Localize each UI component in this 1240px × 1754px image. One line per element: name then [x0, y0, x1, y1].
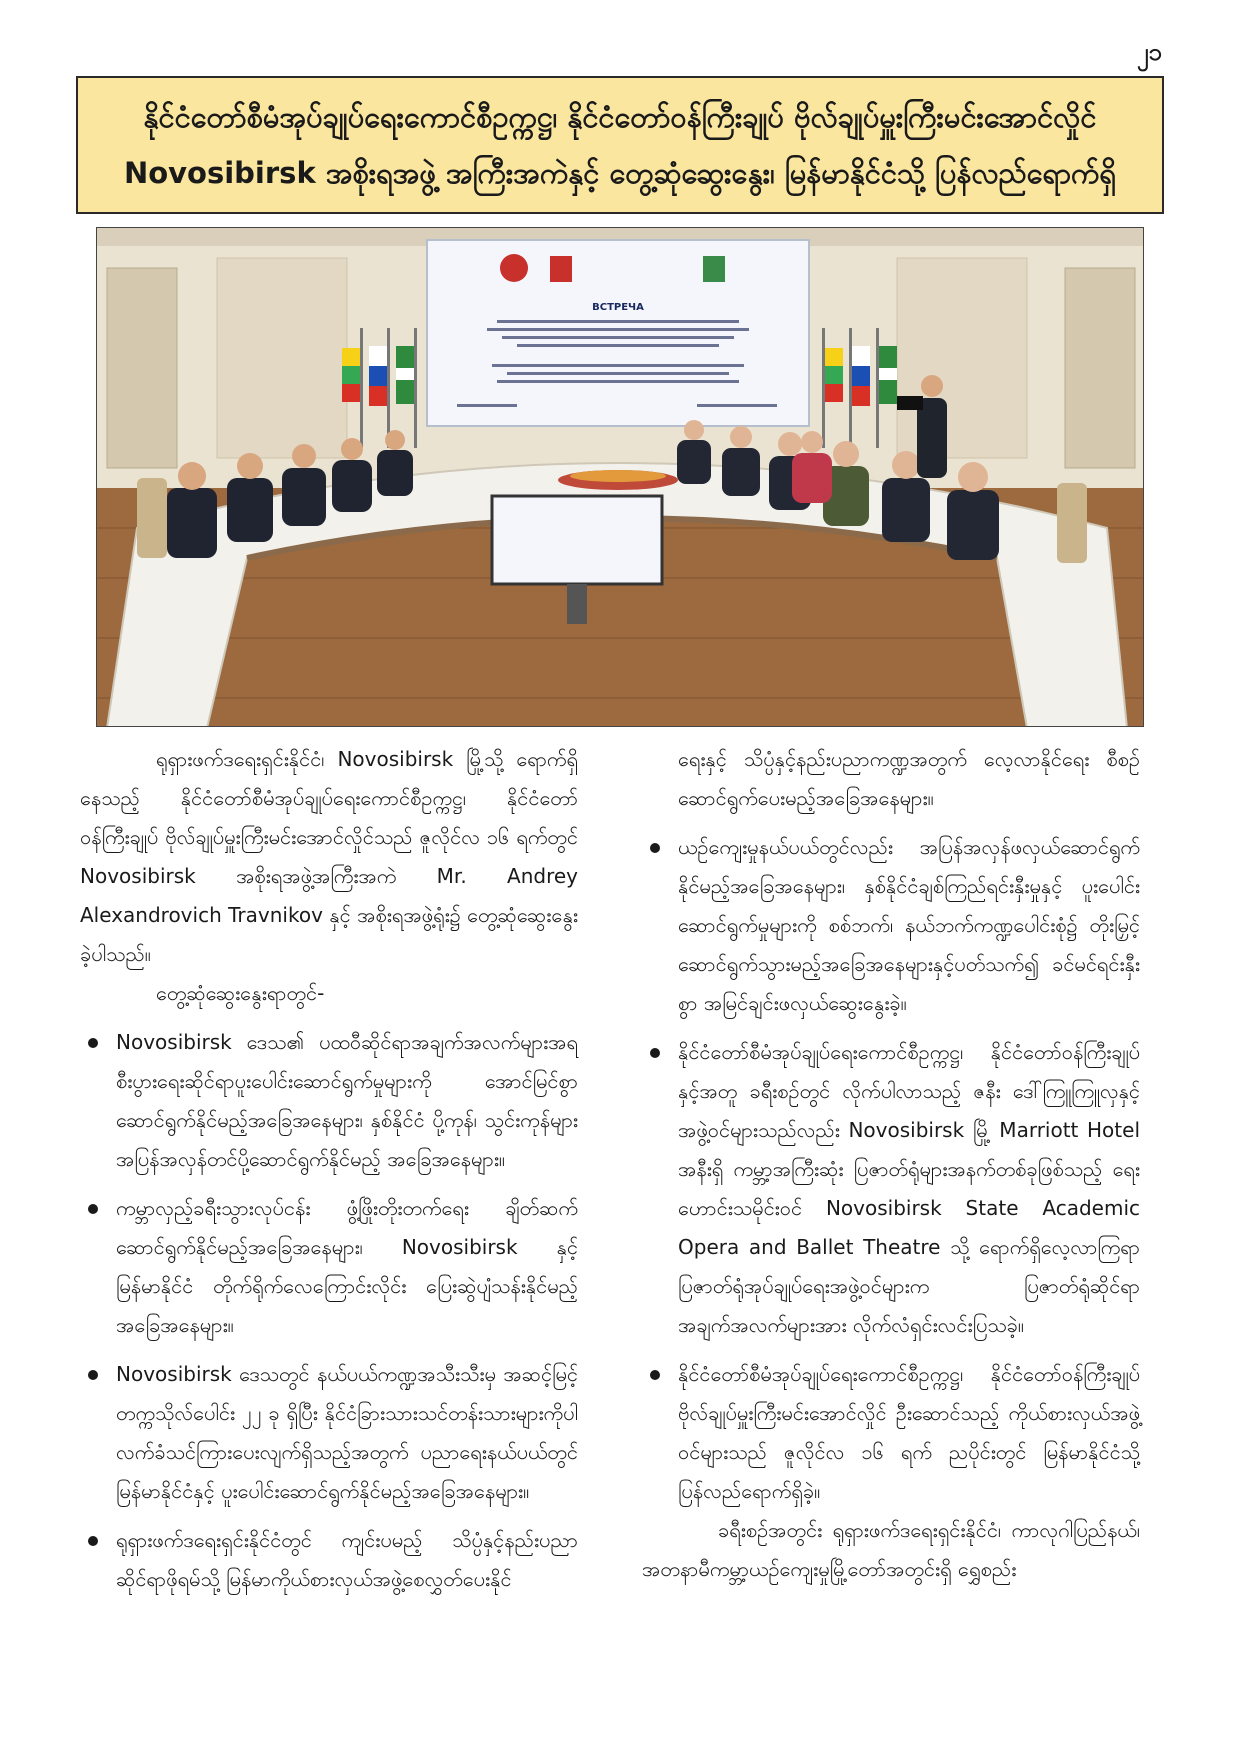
meeting-photo — [96, 227, 1144, 727]
list-item: နိုင်ငံတော်စီမံအုပ်ချုပ်ရေးကောင်စီဥက္ကဋ္ဌ၊ နိုင်ငံတော်ဝန်ကြီးချုပ်နှင့်အတူ ခရီးစဉ်တွင် လိုက်ပါလာသည့် ဇနီး ဒေါ်ကြူကြူလှနှင့် အဖွဲ့ဝင်များသည်လည်း Novosibirsk မြို့ Marriott Hotel အနီးရှိ ကမ္ဘာ့အကြီးဆုံး ပြဇာတ်ရုံများအနက်တစ်ခုဖြစ်သည့် ရေးဟောင်းသမိုင်းဝင် Novosibirsk State Academic Opera and Ballet Theatre သို့ ရောက်ရှိလေ့လာကြရာ ပြဇာတ်ရုံအုပ်ချုပ်ရေးအဖွဲ့ဝင်များက ပြဇာတ်ရုံဆိုင်ရာ အချက်အလက်များအား လိုက်လံရှင်းလင်းပြသခဲ့။ — [642, 1033, 1140, 1345]
list-item: ကမ္ဘာလှည့်ခရီးသွားလုပ်ငန်း ဖွံ့ဖြိုးတိုးတက်ရေး ချိတ်ဆက်ဆောင်ရွက်နိုင်မည့်အခြေအနေများ၊ Novosibirsk နှင့် မြန်မာနိုင်ငံ တိုက်ရိုက်လေကြောင်းလိုင်း ပြေးဆွဲပျံသန်းနိုင်မည့် အခြေအနေများ။ — [80, 1189, 578, 1345]
list-item: Novosibirsk ဒေသ၏ ပထဝီဆိုင်ရာအချက်အလက်များအရ စီးပွားရေးဆိုင်ရာပူးပေါင်းဆောင်ရွက်မှုများကို အောင်မြင်စွာဆောင်ရွက်နိုင်မည့်အခြေအနေများ၊ နှစ်နိုင်ငံ ပို့ကုန်၊ သွင်းကုန်များ အပြန်အလှန်တင်ပို့ဆောင်ရွက်နိုင်မည့် အခြေအနေများ။ — [80, 1023, 578, 1179]
region-emblem-icon — [703, 256, 725, 282]
emblem-icon — [500, 254, 528, 282]
projection-screen — [427, 240, 809, 426]
page-number: ၂၁ — [1136, 38, 1162, 66]
left-bullet-list — [80, 1023, 578, 1599]
list-item: ရုရှားဖက်ဒရေးရှင်းနိုင်ငံတွင် ကျင်းပမည့် သိပ္ပံနှင့်နည်းပညာဆိုင်ရာဖိုရမ်သို့ မြန်မာကိုယ်စားလှယ်အဖွဲ့စေလွှတ်ပေးနိုင် — [80, 1521, 578, 1599]
russia-emblem-icon — [550, 256, 572, 282]
lead-paragraph: တွေ့ဆုံဆွေးနွေးရာတွင်- — [156, 981, 325, 1005]
headline-line-2: Novosibirsk အစိုးရအဖွဲ့ အကြီးအကဲနှင့် တွေ့ဆုံဆွေးနွေး၊ မြန်မာနိုင်ငံသို့ ပြန်လည်ရောက်ရှိ — [123, 156, 1117, 190]
headline-box — [76, 76, 1164, 214]
list-item: နိုင်ငံတော်စီမံအုပ်ချုပ်ရေးကောင်စီဥက္ကဋ္ဌ၊ နိုင်ငံတော်ဝန်ကြီးချုပ် ဗိုလ်ချုပ်မှူးကြီးမင်းအောင်လှိုင် ဦးဆောင်သည့် ကိုယ်စားလှယ်အဖွဲ့ဝင်များသည် ဇူလိုင်လ ၁၆ ရက် ညပိုင်းတွင် မြန်မာနိုင်ငံသို့ ပြန်လည်ရောက်ရှိခဲ့။ — [642, 1355, 1140, 1511]
closing-paragraph: ခရီးစဉ်အတွင်း ရုရှားဖက်ဒရေးရှင်းနိုင်ငံ၊ ကာလုဂါပြည်နယ်၊ အတနာမီကမ္ဘာ့ယဉ်ကျေးမှုမြို့တော်အတွင်းရှိ ရွှေစည်း — [642, 1518, 1140, 1581]
right-column — [642, 740, 1140, 1589]
screen-title: ВСТРЕЧА — [592, 302, 644, 313]
left-column — [80, 740, 578, 1599]
list-item: ယဉ်ကျေးမှုနယ်ပယ်တွင်လည်း အပြန်အလှန်ဖလှယ်ဆောင်ရွက်နိုင်မည့်အခြေအနေများ၊ နှစ်နိုင်ငံချစ်ကြည်ရင်းနှီးမှုနှင့် ပူးပေါင်းဆောင်ရွက်မှုများကို စစ်ဘက်၊ နယ်ဘက်ကဏ္ဍပေါင်းစုံ၌ တိုးမြှင့်ဆောင်ရွက်သွားမည့်အခြေအနေများနှင့်ပတ်သက်၍ ခင်မင်ရင်းနှီးစွာ အမြင်ချင်းဖလှယ်ဆွေးနွေးခဲ့။ — [642, 828, 1140, 1023]
headline-line-1: နိုင်ငံတော်စီမံအုပ်ချုပ်ရေးကောင်စီဥက္ကဋ္ဌ၊ နိုင်ငံတော်ဝန်ကြီးချုပ် ဗိုလ်ချုပ်မှူးကြီးမင်းအောင်လှိုင် — [143, 100, 1097, 134]
intro-paragraph: ရုရှားဖက်ဒရေးရှင်းနိုင်ငံ၊ Novosibirsk မြို့သို့ ရောက်ရှိနေသည့် နိုင်ငံတော်စီမံအုပ်ချုပ်ရေးကောင်စီဥက္ကဋ္ဌ၊ နိုင်ငံတော်ဝန်ကြီးချုပ် ဗိုလ်ချုပ်မှူးကြီးမင်းအောင်လှိုင်သည် ဇူလိုင်လ ၁၆ ရက်တွင် Novosibirsk အစိုးရအဖွဲ့အကြီးအကဲ Mr. Andrey Alexandrovich Travnikov နှင့် အစိုးရအဖွဲ့ရုံး၌ တွေ့ဆုံဆွေးနွေးခဲ့ပါသည်။ — [80, 747, 578, 966]
list-item: Novosibirsk ဒေသတွင် နယ်ပယ်ကဏ္ဍအသီးသီးမှ အဆင့်မြင့်တက္ကသိုလ်ပေါင်း ၂၂ ခု ရှိပြီး နိုင်ငံခြားသားသင်တန်းသားများကိုပါ လက်ခံသင်ကြားပေးလျက်ရှိသည့်အတွက် ပညာရေးနယ်ပယ်တွင် မြန်မာနိုင်ငံနှင့် ပူးပေါင်းဆောင်ရွက်နိုင်မည့်အခြေအနေများ။ — [80, 1355, 578, 1511]
center-monitor — [492, 496, 662, 584]
right-bullet-list — [642, 828, 1140, 1511]
continuation-paragraph: ရေးနှင့် သိပ္ပံနှင့်နည်းပညာကဏ္ဍအတွက် လေ့လာနိုင်ရေး စီစဉ်ဆောင်ရွက်ပေးမည့်အခြေအနေများ။ — [678, 747, 1140, 810]
